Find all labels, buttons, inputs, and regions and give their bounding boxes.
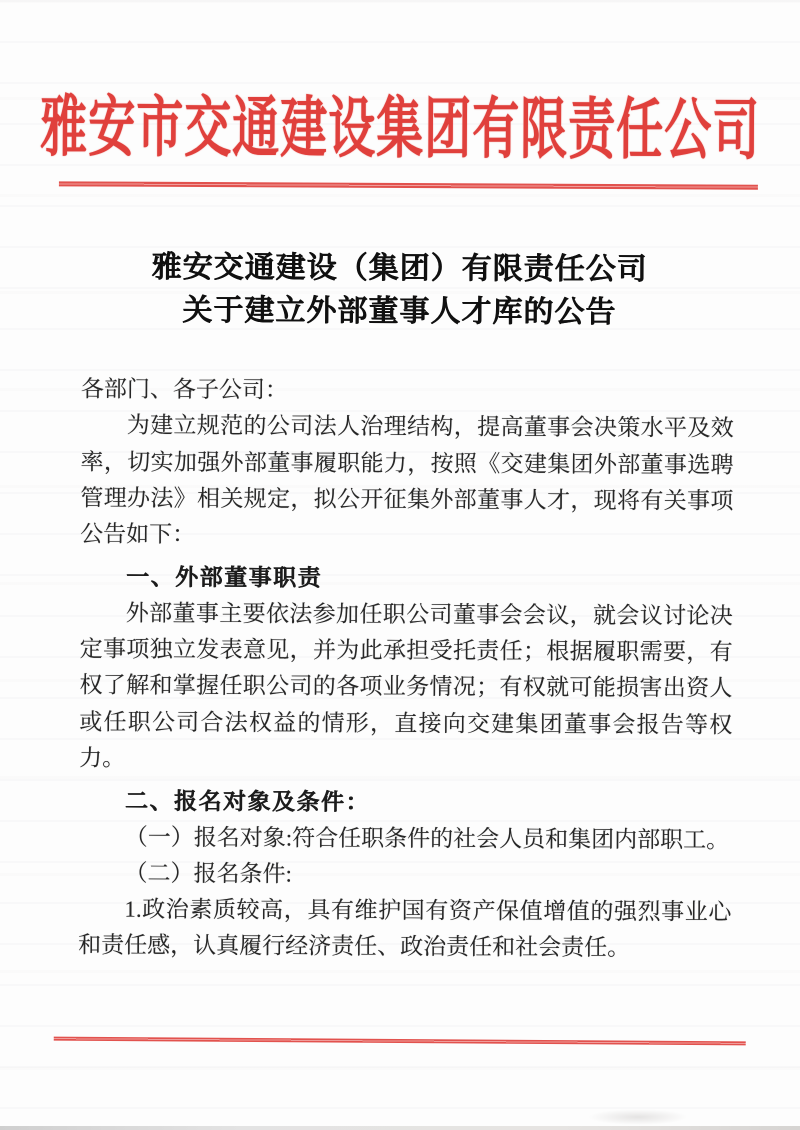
document-line: 率，切实加强外部董事履职能力，按照《交建集团外部董事选聘 [80, 449, 734, 478]
document-line: 外部董事主要依法参加任职公司董事会会议，就会议讨论决 [125, 600, 733, 629]
document-line: 一、外部董事职责 [125, 564, 323, 592]
letterhead-company-name: 雅安市交通建设集团有限责任公司 [40, 91, 761, 169]
document-title-line-2: 关于建立外部董事人才库的公告 [182, 293, 617, 330]
document-line: 权了解和掌握任职公司的各项业务情况；有权就可能损害出资人 [79, 672, 733, 702]
document-line: 和责任感，认真履行经济责任、政治责任和社会责任。 [78, 932, 631, 961]
document-line: （一）报名对象:符合任职条件的社会人员和集团内部职工。 [124, 824, 730, 853]
document-title [0, 245, 800, 335]
document-body [78, 371, 734, 967]
document-line: 力。 [79, 745, 126, 771]
document-line: 各部门、各子公司： [80, 376, 288, 403]
document-line: （二）报名条件: [124, 860, 293, 887]
footer-divider [54, 1037, 746, 1046]
document-line: 公告如下： [80, 521, 196, 548]
document-line: 定事项独立发表意见，并为此承担受托责任；根据履职需要，有 [79, 636, 733, 665]
document-line: 或任职公司合法权益的情形，直接向交建集团董事会报告等权 [79, 709, 733, 738]
document-line: 管理办法》相关规定，拟公开征集外部董事人才，现将有关事项 [80, 485, 734, 514]
scan-smudge [588, 1109, 688, 1125]
scan-bottom-edge [0, 1126, 800, 1130]
document-title-line-1: 雅安交通建设（集团）有限责任公司 [151, 250, 648, 287]
document-line: 为建立规范的公司法人治理结构，提高董事会决策水平及效 [126, 412, 734, 441]
document-line: 二、报名对象及条件： [124, 787, 370, 816]
document-line: 1.政治素质较高，具有维护国有资产保值增值的强烈事业心 [124, 896, 732, 925]
